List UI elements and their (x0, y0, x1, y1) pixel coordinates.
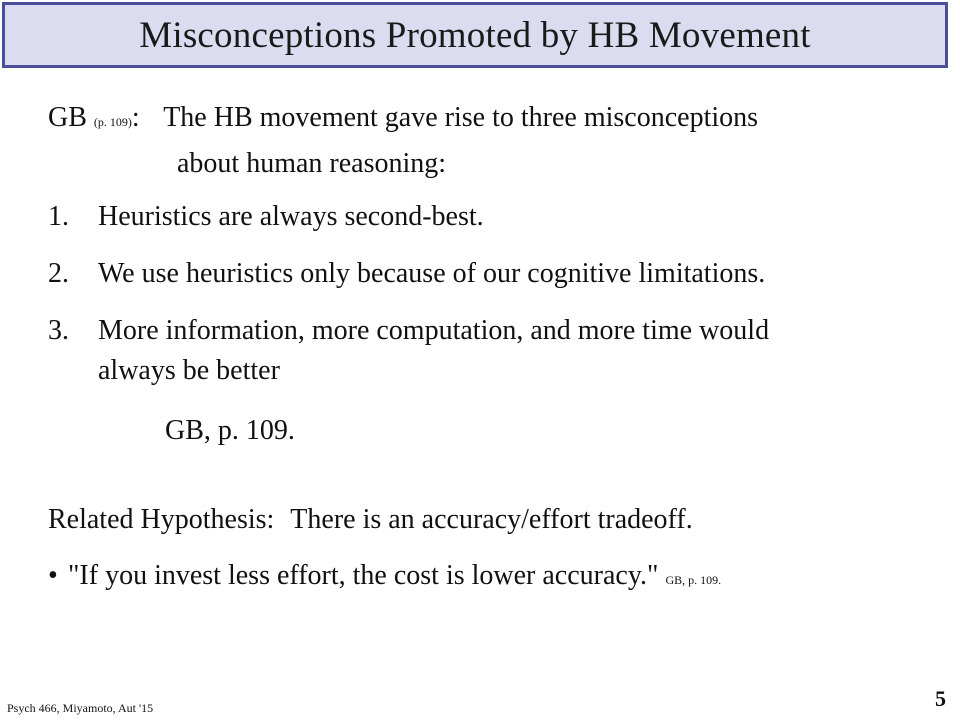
slide-title: Misconceptions Promoted by HB Movement (139, 14, 811, 56)
intro-colon: : (131, 102, 140, 133)
related-label: Related Hypothesis: (48, 504, 275, 535)
quote-text: "If you invest less effort, the cost is lower accuracy." (68, 560, 659, 591)
intro-text-line1: The HB movement gave rise to three misconceptions (163, 102, 759, 133)
list-item (48, 256, 765, 292)
intro-text-line2: about human reasoning: (177, 148, 447, 179)
quote-ref: GB, p. 109. (665, 573, 722, 587)
title-banner (2, 2, 948, 68)
intro-line-1 (48, 100, 758, 140)
bullet-icon: • (48, 560, 58, 591)
intro-ref: (p. 109) (93, 115, 132, 129)
intro-line-2 (177, 146, 446, 182)
list-number: 3. (48, 315, 69, 346)
related-hypothesis (48, 502, 693, 538)
list-text: We use heuristics only because of our cognitive limitations. (98, 258, 766, 289)
list-text: More information, more computation, and more time would (98, 315, 770, 346)
list-number: 2. (48, 258, 69, 289)
related-text: There is an accuracy/effort tradeoff. (290, 504, 693, 535)
list-text-continuation: always be better (98, 355, 280, 386)
citation: GB, p. 109. (165, 415, 295, 446)
list-number: 1. (48, 201, 69, 232)
footer-credit: Psych 466, Miyamoto, Aut '15 (7, 701, 154, 715)
list-item (48, 199, 484, 235)
page-number: 5 (935, 686, 946, 711)
list-text: Heuristics are always second-best. (98, 201, 484, 232)
bullet-quote (48, 558, 721, 598)
list-item (48, 313, 769, 349)
intro-label: GB (48, 102, 87, 133)
list-item-continuation (98, 353, 280, 389)
